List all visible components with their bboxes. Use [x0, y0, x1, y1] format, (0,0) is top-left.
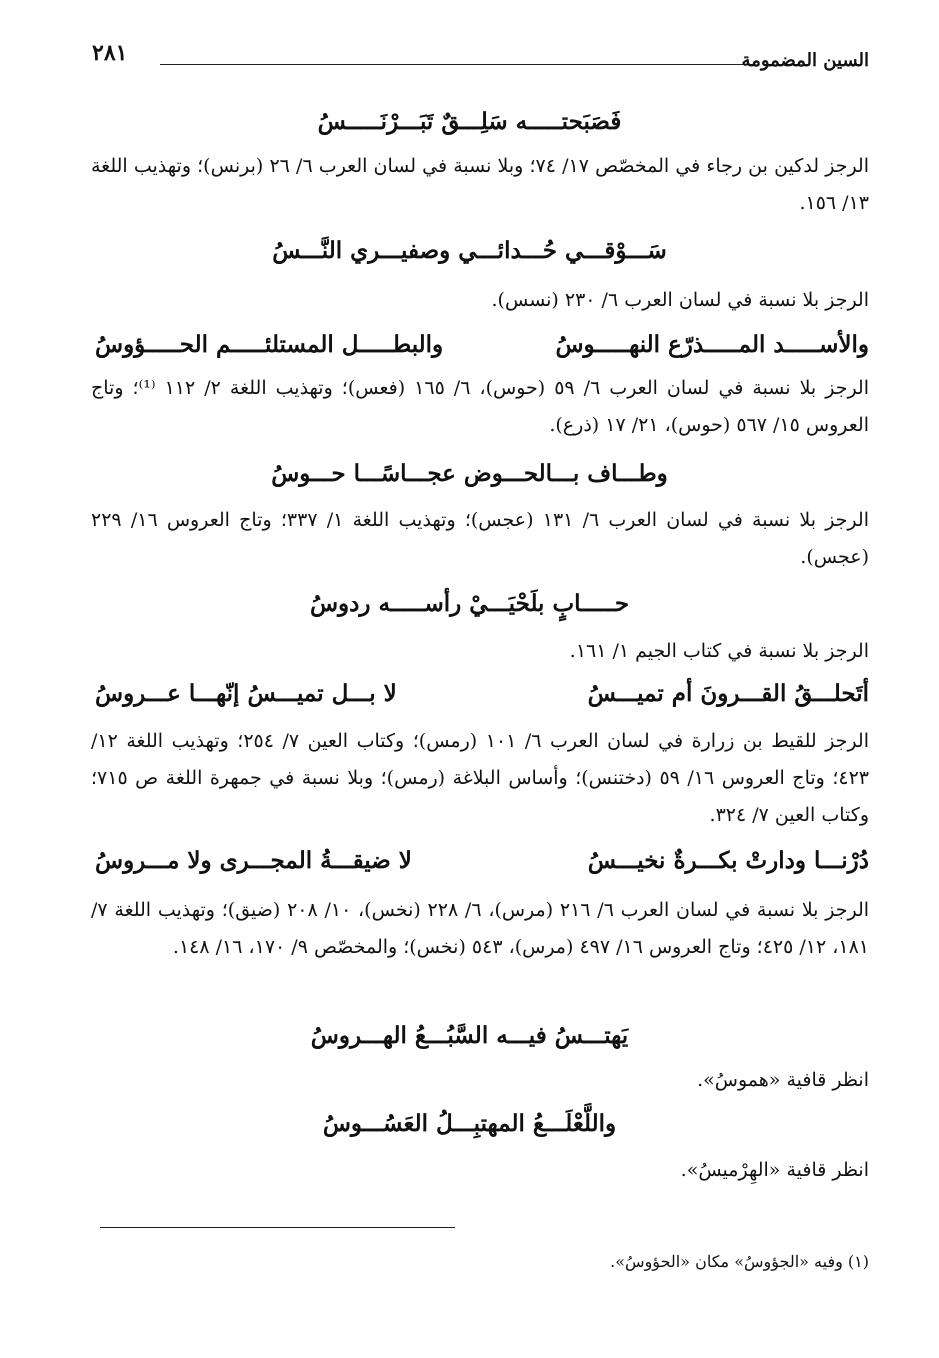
footnote: (١) وفيه «الجؤوسُ» مكان «الحؤوسُ». [610, 1252, 869, 1271]
verse-7-second-hemistich: لا ضيقـــةُ المجـــرى ولا مـــروسُ [95, 847, 412, 874]
verse-9-note: انظر قافية «الهِرْميسُ». [680, 1159, 869, 1181]
verse-4: وطـــاف بـــالحـــوض عجـــاسًـــا حـــوسُ [271, 460, 668, 487]
verse-3-second-hemistich: والبطـــــل المستلئـــــم الحـــــؤوسُ [95, 331, 444, 358]
running-header-title: السين المضمومة [741, 50, 869, 71]
verse-6-note: الرجز للقيط بن زرارة في لسان العرب ٦/ ١٠١ (رمس)؛ وكتاب العين ٧/ ٢٥٤؛ وتهذيب اللغة ١٢/ ٤٢٣؛ وتاج العروس ١٦/ ٥٩ (دختنس)؛ وأساس البلاغة (رمس)؛ وبلا نسبة في جمهرة اللغة ص ٧١٥؛ وكتاب العين ٧/ ٣٢٤. [91, 730, 869, 826]
verse-7-note: الرجز بلا نسبة في لسان العرب ٦/ ٢١٦ (مرس)، ٦/ ٢٢٨ (نخس)، ١٠/ ٢٠٨ (ضيق)؛ وتهذيب اللغة ٧/ ١٨١، ١٢/ ٤٢٥؛ وتاج العروس ١٦/ ٤٩٧ (مرس)، ٥٤٣ (نخس)؛ والمخصّص ٩/ ١٧٠، ١٦/ ١٤٨. [91, 899, 870, 958]
verse-4-note: الرجز بلا نسبة في لسان العرب ٦/ ١٣١ (عجس)؛ وتهذيب اللغة ١/ ٣٣٧؛ وتاج العروس ١٦/ ٢٢٩ (عجس). [91, 509, 869, 568]
page-number: ٢٨١ [92, 40, 128, 66]
verse-9: واللَّعْلَـــعُ المهتبِـــلُ العَسُـــوسُ [322, 1110, 617, 1137]
verse-2: سَـــوْقـــي حُـــدائـــي وصفيـــري النَّـــسُ [272, 237, 667, 264]
verse-7-first-hemistich: دُرْنـــا ودارتْ بكـــرةٌ نخيـــسُ [587, 847, 869, 874]
verse-2-note: الرجز بلا نسبة في لسان العرب ٦/ ٢٣٠ (نسس). [491, 289, 869, 311]
footnote-separator [100, 1227, 455, 1228]
verse-1-note: الرجز لدكين بن رجاء في المخصّص ١٧/ ٧٤؛ وبلا نسبة في لسان العرب ٦/ ٢٦ (برنس)؛ وتهذيب اللغة ١٣/ ١٥٦. [91, 155, 870, 214]
verse-3-first-hemistich: والأســـــد المـــــذرّع النهـــــوسُ [555, 331, 869, 358]
verse-8-note: انظر قافية «هموسُ». [697, 1069, 869, 1091]
verse-1: فَصَبَحتـــــه سَلِـــقٌ تَبَـــرْنَـــــسُ [317, 108, 622, 135]
verse-6-second-hemistich: لا بـــل تميـــسُ إنّهـــا عـــروسُ [95, 680, 397, 707]
verse-5-note: الرجز بلا نسبة في كتاب الجيم ١/ ١٦١. [569, 640, 869, 662]
verse-5: حـــــابٍ بلَحْيَـــيْ رأســـــه ردوسُ [309, 590, 630, 617]
verse-6-first-hemistich: أتَحلـــقُ القـــرونَ أم تميـــسُ [587, 680, 869, 707]
verse-3-note: الرجز بلا نسبة في لسان العرب ٦/ ٥٩ (حوس)، ٦/ ١٦٥ (فعس)؛ وتهذيب اللغة ٢/ ١١٢ ⁽¹⁾؛ وتاج العروس ١٥/ ٥٦٧ (حوس)، ٢١/ ١٧ (ذرع). [91, 377, 869, 436]
verse-8: يَهتـــسُ فيـــه السَّبُـــعُ الهـــروسُ [310, 1022, 629, 1049]
header-rule [160, 64, 744, 65]
